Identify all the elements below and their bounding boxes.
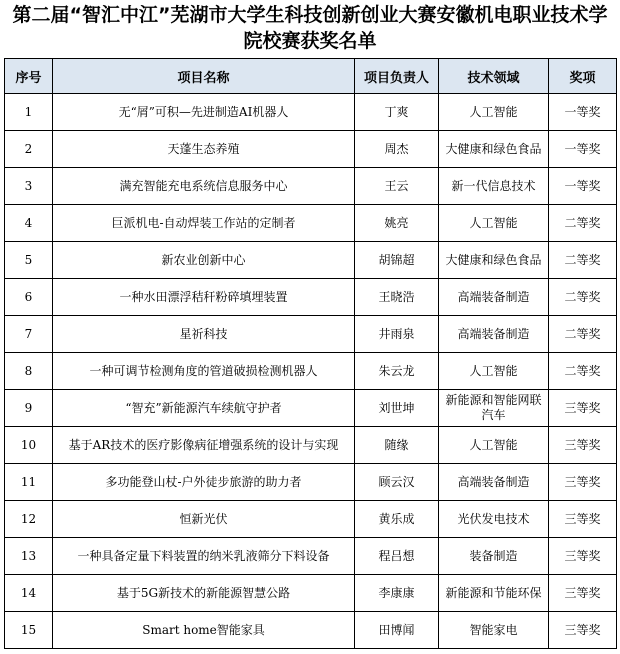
cell-award: 三等奖 [549,575,617,612]
cell-no: 2 [5,131,53,168]
cell-project: 无“屑”可积—先进制造AI机器人 [53,94,355,131]
cell-award: 三等奖 [549,427,617,464]
header-field: 技术领域 [439,59,549,94]
cell-award: 二等奖 [549,279,617,316]
table-row [5,612,617,649]
table-row [5,353,617,390]
cell-field: 大健康和绿色食品 [439,131,549,168]
award-table [4,58,617,649]
document-title: 第二届“智汇中江”芜湖市大学生科技创新创业大赛安徽机电职业技术学院校赛获奖名单 [12,4,608,52]
cell-project: 多功能登山杖-户外徒步旅游的助力者 [53,464,355,501]
table-row [5,131,617,168]
cell-leader: 王晓浩 [355,279,439,316]
cell-award: 二等奖 [549,316,617,353]
cell-field: 人工智能 [439,427,549,464]
cell-leader: 王云 [355,168,439,205]
table-body [5,94,617,649]
cell-no: 1 [5,94,53,131]
table-row [5,501,617,538]
cell-project: 恒新光伏 [53,501,355,538]
cell-no: 7 [5,316,53,353]
cell-project: “智充”新能源汽车续航守护者 [53,390,355,427]
cell-project: 一种可调节检测角度的管道破损检测机器人 [53,353,355,390]
cell-leader: 刘世坤 [355,390,439,427]
cell-no: 6 [5,279,53,316]
cell-award: 一等奖 [549,168,617,205]
cell-leader: 丁爽 [355,94,439,131]
table-row [5,242,617,279]
table-row [5,538,617,575]
cell-field: 人工智能 [439,353,549,390]
cell-award: 二等奖 [549,205,617,242]
cell-project: 新农业创新中心 [53,242,355,279]
cell-project: 一种具备定量下料装置的纳米乳液筛分下料设备 [53,538,355,575]
cell-no: 4 [5,205,53,242]
cell-award: 一等奖 [549,131,617,168]
cell-project: 满充智能充电系统信息服务中心 [53,168,355,205]
cell-project: 天蓬生态养殖 [53,131,355,168]
cell-award: 二等奖 [549,242,617,279]
cell-no: 8 [5,353,53,390]
table-row [5,464,617,501]
cell-award: 一等奖 [549,94,617,131]
cell-award: 三等奖 [549,501,617,538]
cell-no: 3 [5,168,53,205]
cell-field: 新一代信息技术 [439,168,549,205]
cell-project: 一种水田漂浮秸秆粉碎填埋装置 [53,279,355,316]
cell-leader: 顾云汉 [355,464,439,501]
cell-leader: 李康康 [355,575,439,612]
cell-project: 基于AR技术的医疗影像病征增强系统的设计与实现 [53,427,355,464]
cell-no: 9 [5,390,53,427]
cell-leader: 井雨泉 [355,316,439,353]
cell-leader: 胡锦超 [355,242,439,279]
cell-field: 光伏发电技术 [439,501,549,538]
cell-field: 智能家电 [439,612,549,649]
table-row [5,575,617,612]
cell-award: 三等奖 [549,612,617,649]
cell-no: 13 [5,538,53,575]
cell-no: 5 [5,242,53,279]
cell-project: Smart home智能家具 [53,612,355,649]
cell-no: 12 [5,501,53,538]
cell-no: 14 [5,575,53,612]
cell-award: 二等奖 [549,353,617,390]
cell-project: 星祈科技 [53,316,355,353]
cell-leader: 朱云龙 [355,353,439,390]
cell-field: 大健康和绿色食品 [439,242,549,279]
cell-leader: 田博闻 [355,612,439,649]
cell-field: 人工智能 [439,205,549,242]
table-row [5,427,617,464]
cell-field: 高端装备制造 [439,464,549,501]
cell-field: 新能源和节能环保 [439,575,549,612]
cell-field: 人工智能 [439,94,549,131]
cell-field: 高端装备制造 [439,279,549,316]
cell-no: 11 [5,464,53,501]
cell-project: 基于5G新技术的新能源智慧公路 [53,575,355,612]
table-row [5,168,617,205]
cell-award: 三等奖 [549,464,617,501]
cell-field: 高端装备制造 [439,316,549,353]
cell-project: 巨派机电-自动焊装工作站的定制者 [53,205,355,242]
cell-leader: 周杰 [355,131,439,168]
cell-no: 15 [5,612,53,649]
cell-award: 三等奖 [549,390,617,427]
header-no: 序号 [5,59,53,94]
header-award: 奖项 [549,59,617,94]
cell-leader: 黄乐成 [355,501,439,538]
table-row [5,94,617,131]
table-row [5,205,617,242]
header-leader: 项目负责人 [355,59,439,94]
cell-award: 三等奖 [549,538,617,575]
cell-leader: 随缘 [355,427,439,464]
table-row [5,390,617,427]
table-row [5,316,617,353]
cell-leader: 姚亮 [355,205,439,242]
cell-field: 装备制造 [439,538,549,575]
table-header-row [5,59,617,94]
cell-no: 10 [5,427,53,464]
header-project: 项目名称 [53,59,355,94]
cell-leader: 程吕想 [355,538,439,575]
table-row [5,279,617,316]
cell-field: 新能源和智能网联汽车 [439,390,549,427]
